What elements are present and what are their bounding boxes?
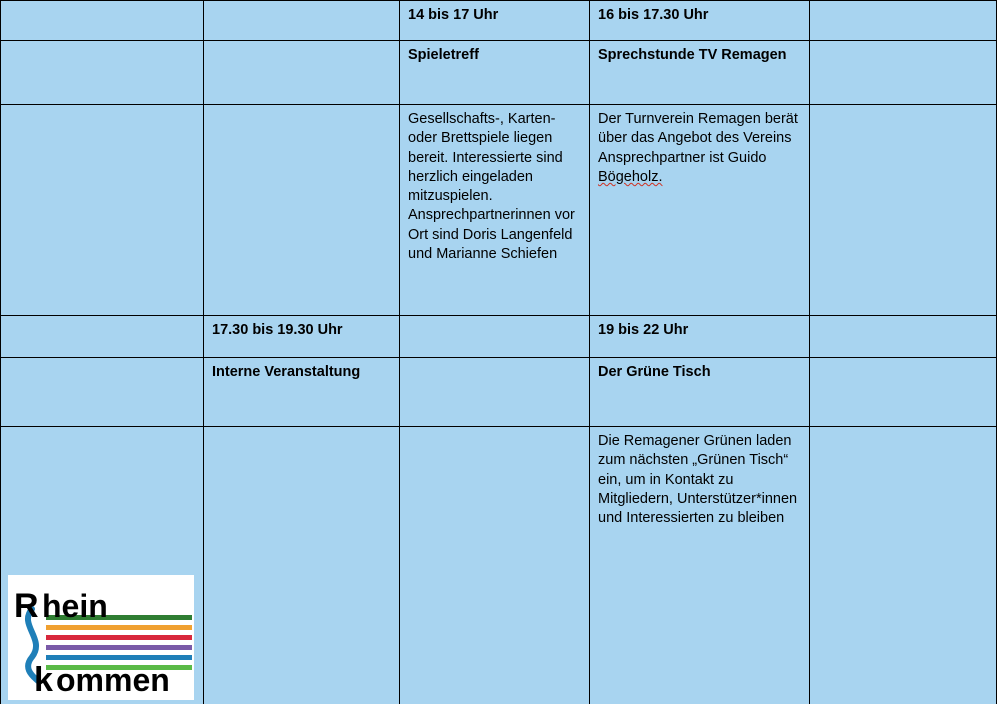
cell-empty [204,105,400,316]
cell-empty [810,41,997,105]
cell-empty [400,316,590,358]
table-row [1,358,997,427]
cell-empty [204,427,400,704]
cell-empty [810,316,997,358]
cell-empty [400,427,590,704]
cell-empty [1,316,204,358]
svg-text:hein: hein [42,588,108,624]
time-interne: 17.30 bis 19.30 Uhr [204,316,400,358]
table-row [1,1,997,41]
cell-empty [1,358,204,427]
spellcheck-word: Bögeholz. [598,168,663,185]
time-spieletreff: 14 bis 17 Uhr [400,1,590,41]
svg-text:ommen: ommen [56,662,170,698]
title-interne: Interne Veranstaltung [204,358,400,427]
svg-text:R: R [14,587,39,625]
time-gruener-tisch: 19 bis 22 Uhr [590,316,810,358]
description-sprechstunde-text: Der Turnverein Remagen berät über das Angebot des Vereins Ansprechpartner ist Guido [598,111,798,166]
table-row [1,105,997,316]
cell-empty [810,427,997,704]
cell-empty [204,1,400,41]
title-spieletreff: Spieletreff [400,41,590,105]
cell-empty [810,1,997,41]
cell-empty [1,105,204,316]
rheinkommen-logo [8,575,194,700]
cell-empty [204,41,400,105]
title-gruener-tisch: Der Grüne Tisch [590,358,810,427]
svg-text:k: k [34,661,53,699]
table-row [1,316,997,358]
cell-empty [1,41,204,105]
description-gruener-tisch: Die Remagener Grünen laden zum nächsten „Grünen Tisch“ ein, um in Kontakt zu Mitgliedern, Unterstützer*innen und Interessierten zu bleiben [590,427,810,704]
cell-empty [400,358,590,427]
time-sprechstunde: 16 bis 17.30 Uhr [590,1,810,41]
title-sprechstunde: Sprechstunde TV Remagen [590,41,810,105]
cell-empty [810,105,997,316]
cell-empty [1,1,204,41]
description-sprechstunde [590,105,810,316]
table-row [1,41,997,105]
cell-empty [810,358,997,427]
description-spieletreff: Gesellschafts-, Karten- oder Brettspiele liegen bereit. Interessierte sind herzlich eingeladen mitzuspielen. Ansprechpartnerinnen vor Ort sind Doris Langenfeld und Marianne Schiefen [400,105,590,316]
